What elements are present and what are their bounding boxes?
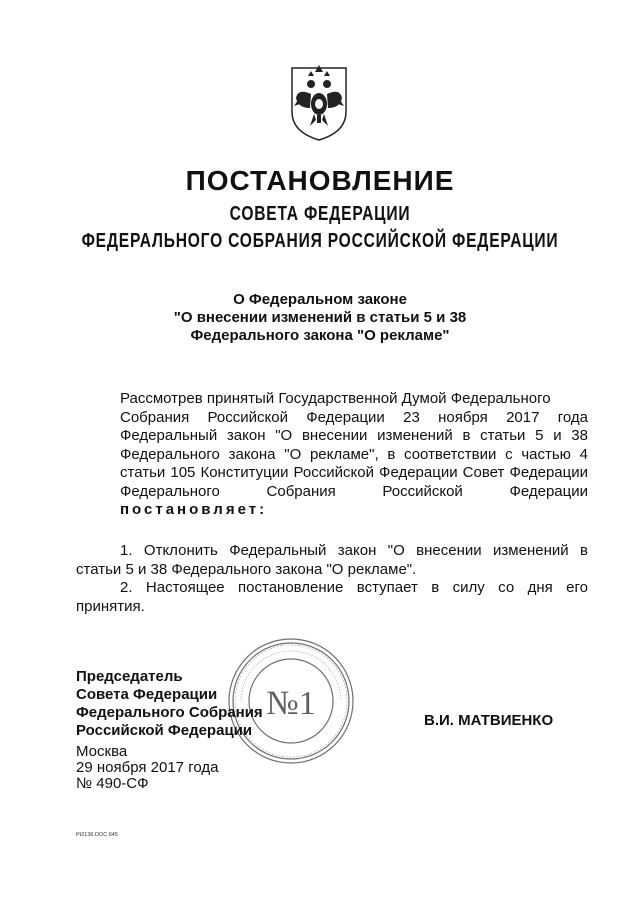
subject-line-3: Федерального закона "О рекламе" bbox=[190, 327, 450, 344]
file-code: Pt2136.DOC 645 bbox=[76, 832, 118, 838]
date: 29 ноября 2017 года bbox=[76, 759, 219, 776]
document-number: № 490-СФ bbox=[76, 775, 149, 792]
issuer-line-1: СОВЕТА ФЕДЕРАЦИИ bbox=[229, 203, 411, 225]
signatory-line: Федерального Собрания bbox=[76, 704, 263, 721]
preamble-line: Рассмотрев принятый Государственной Думой Федерального bbox=[120, 390, 551, 407]
city: Москва bbox=[76, 743, 128, 760]
preamble-paragraph bbox=[76, 390, 588, 520]
place-and-date bbox=[76, 744, 218, 792]
preamble-line: статьи 105 Конституции Российской Федерации Совет Федерации bbox=[120, 464, 588, 481]
item-2-line-1: 2. Настоящее постановление вступает в силу со дня его bbox=[120, 579, 588, 596]
preamble-line: Федеральный закон "О внесении изменений в статьи 5 и 38 bbox=[120, 427, 588, 444]
preamble-line: Собрания Российской Федерации 23 ноября 2017 года bbox=[120, 408, 588, 426]
subject-line-1: О Федеральном законе bbox=[233, 291, 407, 308]
signatory-name: В.И. МАТВИЕНКО bbox=[424, 712, 554, 729]
item-2-line-2: принятия. bbox=[76, 597, 145, 615]
stamp-number: №1 bbox=[266, 685, 316, 722]
resolution-items bbox=[76, 542, 588, 616]
resolves-word: постановляет: bbox=[120, 501, 268, 518]
signatory-title bbox=[76, 668, 263, 740]
coat-of-arms-emblem bbox=[284, 62, 354, 142]
item-1-line-2: статьи 5 и 38 Федерального закона "О рекламе". bbox=[76, 560, 417, 578]
item-1-line-1: 1. Отклонить Федеральный закон "О внесении изменений в bbox=[120, 542, 588, 559]
signatory-line: Российской Федерации bbox=[76, 722, 253, 739]
preamble-line: Федерального закона "О рекламе", в соответствии с частью 4 bbox=[120, 445, 588, 463]
preamble-line: Федерального Собрания Российской Федерации bbox=[120, 482, 588, 500]
document-title: ПОСТАНОВЛЕНИЕ bbox=[185, 165, 455, 196]
issuer-line-2: ФЕДЕРАЛЬНОГО СОБРАНИЯ РОССИЙСКОЙ ФЕДЕРАЦИИ bbox=[81, 230, 559, 252]
signatory-line: Председатель bbox=[76, 668, 183, 685]
signatory-line: Совета Федерации bbox=[76, 686, 218, 703]
subject-line-2: "О внесении изменений в статьи 5 и 38 bbox=[173, 309, 467, 326]
